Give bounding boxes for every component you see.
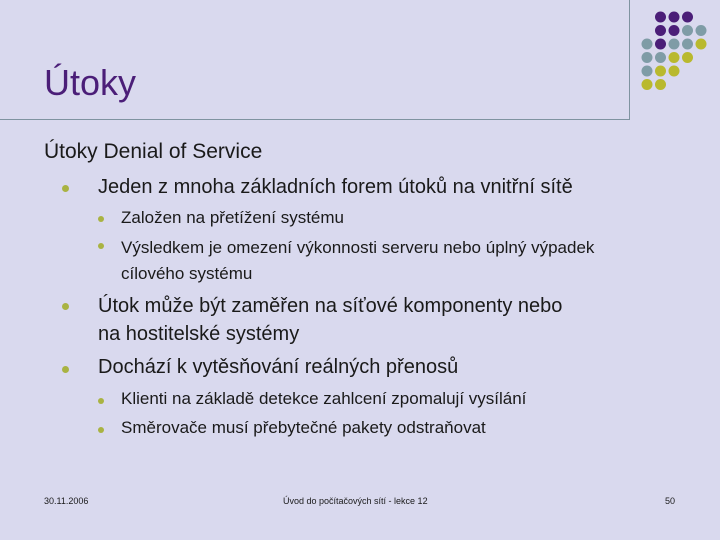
sub-bullet-marker [98, 216, 104, 222]
decorative-dot [642, 52, 653, 63]
decorative-dot [682, 52, 693, 63]
bullet-item-3 [98, 356, 458, 379]
bullet-marker [62, 303, 69, 310]
decorative-dot [655, 66, 666, 77]
sub-bullet-marker [98, 398, 104, 404]
decorative-dot [669, 66, 680, 77]
decorative-dot [642, 79, 653, 90]
bullet-text-line-1: Útok může být zaměřen na síťové komponenty nebo [98, 295, 563, 317]
bullet-text: Dochází k vytěsňování reálných přenosů [98, 356, 459, 378]
footer-title: Úvod do počítačových sítí - lekce 12 [283, 496, 428, 506]
decorative-dot [669, 12, 680, 23]
bullet-item-2 [98, 292, 562, 348]
sub-bullet-marker [98, 427, 104, 433]
bullet-marker [62, 185, 69, 192]
bullet-text: Jeden z mnoha základních forem útoků na vnitřní sítě [98, 176, 573, 198]
decorative-dot [669, 25, 680, 36]
sub-bullet-item-4 [121, 418, 486, 438]
section-heading: Útoky Denial of Service [44, 140, 263, 163]
vertical-divider [629, 0, 630, 120]
decorative-dot [655, 52, 666, 63]
decorative-dot [642, 66, 653, 77]
slide-title: Útoky [44, 62, 137, 103]
bullet-item-1 [98, 176, 573, 199]
decorative-dot [669, 39, 680, 50]
decorative-dot [655, 79, 666, 90]
bullet-marker [62, 366, 69, 373]
decorative-dot [696, 39, 707, 50]
sub-bullet-item-1 [121, 208, 344, 228]
sub-bullet-item-2 [121, 235, 594, 287]
decorative-dot [696, 25, 707, 36]
decorative-dot [642, 39, 653, 50]
title-divider [0, 119, 630, 120]
sub-bullet-item-3 [121, 389, 526, 409]
decorative-dot [682, 25, 693, 36]
sub-bullet-marker [98, 243, 104, 249]
footer-date: 30.11.2006 [44, 496, 89, 506]
decorative-dot [682, 12, 693, 23]
decorative-dot [682, 39, 693, 50]
decorative-dot [655, 39, 666, 50]
bullet-text-line-2: na hostitelské systémy [98, 323, 300, 345]
decorative-dot [669, 52, 680, 63]
bullet-text: Založen na přetížení systému [121, 208, 345, 227]
bullet-text-line-2: cílového systému [121, 264, 253, 283]
decorative-dot [655, 12, 666, 23]
bullet-text: Směrovače musí přebytečné pakety odstraňovat [121, 418, 486, 437]
footer-page-number: 50 [665, 496, 676, 506]
decorative-dot [655, 25, 666, 36]
bullet-text: Klienti na základě detekce zahlcení zpomalují vysílání [121, 389, 527, 408]
bullet-text-line-1: Výsledkem je omezení výkonnosti serveru nebo úplný výpadek [121, 238, 595, 257]
